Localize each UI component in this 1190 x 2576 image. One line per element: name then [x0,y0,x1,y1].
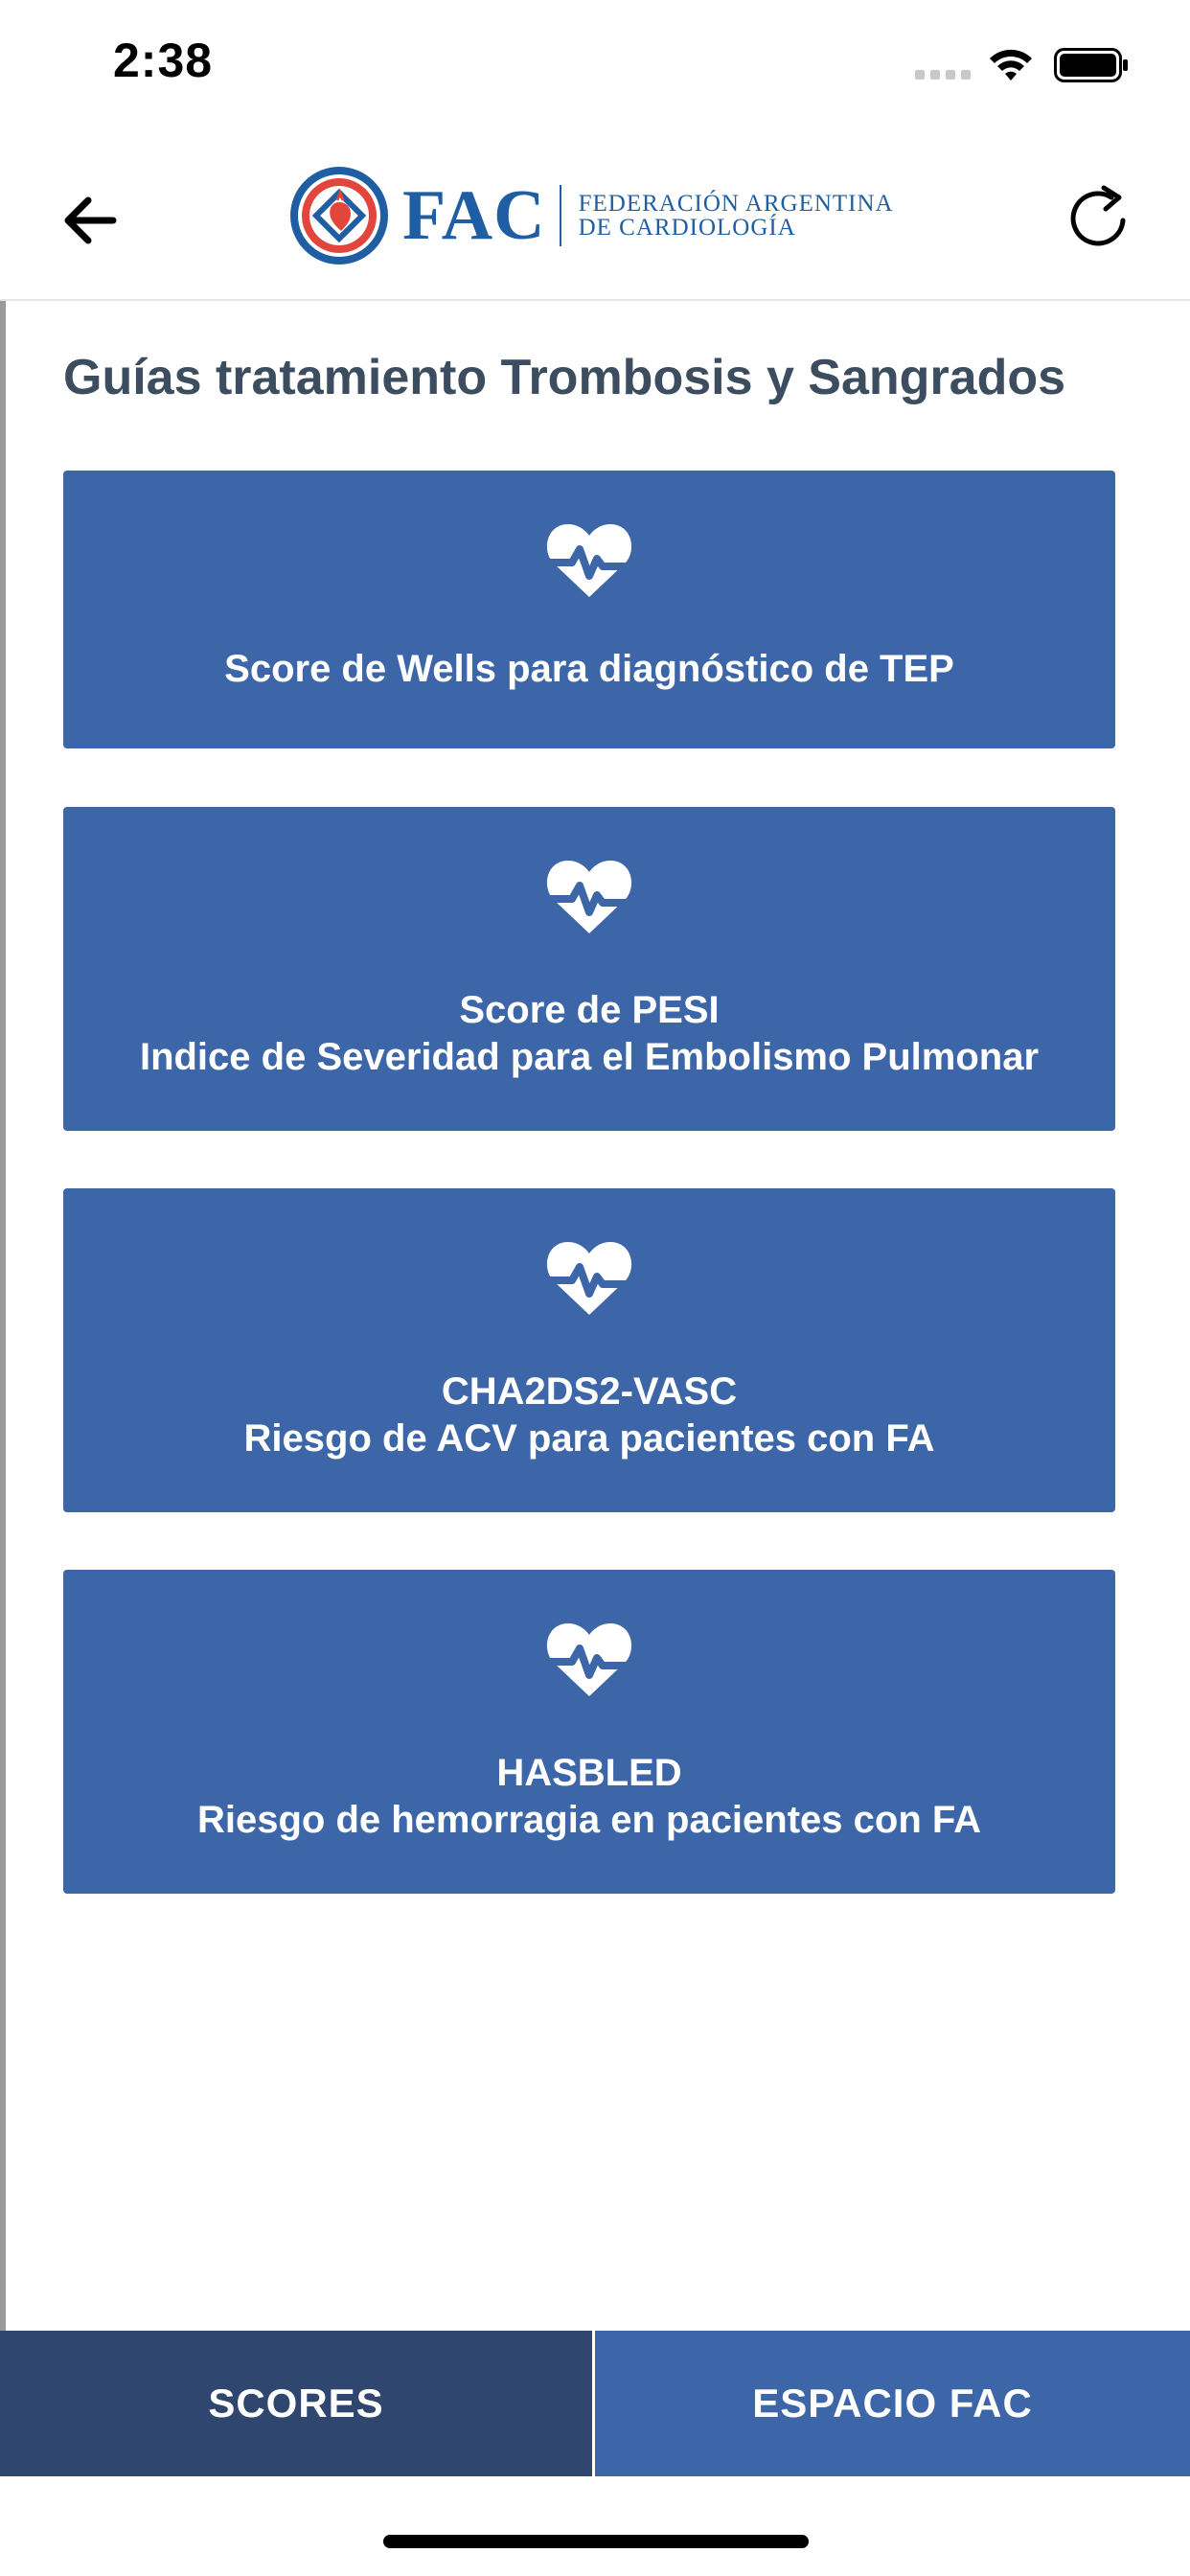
home-indicator[interactable] [383,2535,809,2548]
back-arrow-icon[interactable] [57,187,125,254]
status-bar [0,0,1190,134]
tab-espacio-fac[interactable]: ESPACIO FAC [592,2331,1190,2476]
score-card-cha2ds2-vasc[interactable] [63,1188,1115,1512]
logo-full-name [579,192,894,240]
logo-name-line2: DE CARDIOLOGÍA [578,215,796,241]
app-header [0,134,1190,301]
fac-logo [287,163,894,268]
card-title: CHA2DS2-VASC [441,1370,738,1413]
heart-pulse-icon [545,1620,633,1698]
battery-icon [1054,48,1129,82]
logo-acronym: FAC [402,175,546,255]
logo-name-line1: FEDERACIÓN ARGENTINA [578,191,894,217]
card-subtitle: Indice de Severidad para el Embolismo Pulmonar [139,1036,1040,1078]
card-subtitle: Riesgo de hemorragia en pacientes con FA [196,1799,981,1841]
card-subtitle: Riesgo de ACV para pacientes con FA [243,1417,935,1460]
bottom-tab-bar [0,2331,1190,2476]
page-title: Guías tratamiento Trombosis y Sangrados [63,350,1066,405]
score-card-pesi[interactable] [63,807,1115,1131]
score-card-wells[interactable] [63,471,1115,748]
card-title: Score de Wells para diagnóstico de TEP [224,648,954,690]
fac-seal-icon [287,164,391,267]
refresh-icon[interactable] [1062,182,1134,255]
cellular-signal-icon [915,70,971,80]
wifi-icon [987,46,1035,84]
card-title: Score de PESI [459,989,720,1031]
card-title: HASBLED [496,1752,682,1794]
logo-divider [560,185,561,246]
score-card-hasbled[interactable] [63,1570,1115,1894]
heart-pulse-icon [545,520,633,599]
content-area [0,301,1190,2331]
heart-pulse-icon [545,857,633,935]
tab-scores[interactable]: SCORES [0,2331,592,2476]
status-time: 2:38 [113,34,214,87]
heart-pulse-icon [545,1238,633,1317]
